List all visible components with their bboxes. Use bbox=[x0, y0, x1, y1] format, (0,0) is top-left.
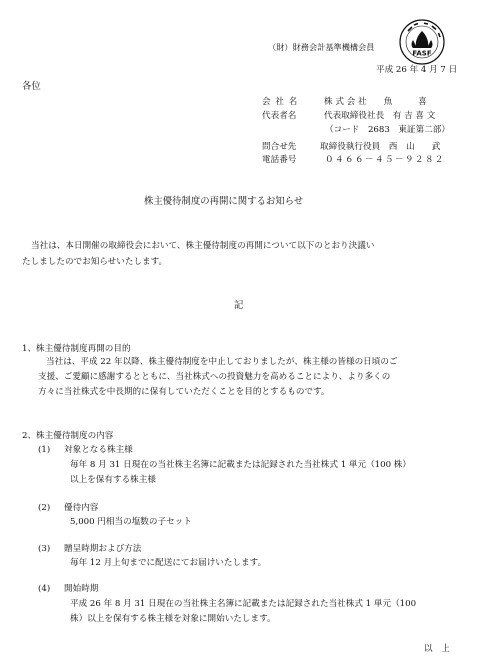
section1-line-2: 支援、ご愛顧に感謝するとともに、当社株式への投資魅力を高めることにより、より多くの bbox=[38, 372, 391, 382]
section1-heading: 1、株主優待制度再開の目的 bbox=[22, 344, 131, 354]
closing-mark: 以 上 bbox=[424, 644, 450, 654]
contact-value: 取締役執行役員 西 山 武 bbox=[320, 142, 441, 152]
item4-line-1: 平成 26 年 8 月 31 日現在の当社株主名簿に記載または記録された当社株式 1 単元（100 bbox=[70, 599, 417, 609]
company-name-value: 株 式 会 社 魚 喜 bbox=[324, 97, 427, 107]
document-title: 株主優待制度の再開に関するお知らせ bbox=[144, 196, 304, 207]
section2-heading: 2、株主優待制度の内容 bbox=[22, 431, 114, 441]
item3-label: 贈呈時期および方法 bbox=[64, 544, 142, 554]
item4-number: (4) bbox=[38, 584, 51, 594]
ki-marker: 記 bbox=[234, 300, 244, 311]
item2-number: (2) bbox=[38, 503, 51, 513]
representative-label: 代表者名 bbox=[262, 111, 297, 121]
item4-label: 開始時期 bbox=[64, 584, 99, 594]
section1-line-1: 当社は、平成 22 年以降、株主優待制度を中止しておりましたが、株主様の皆様の日頃のご bbox=[46, 357, 398, 367]
item1-line-2: 以上を保有する株主様 bbox=[70, 475, 156, 485]
item1-line-1: 毎年 8 月 31 日現在の当社株主名簿に記載または記録された当社株式 1 単元（100 株） bbox=[70, 460, 411, 470]
item3-line-1: 毎年 12 月上旬までに配送にてお届けいたします。 bbox=[70, 558, 267, 568]
fasf-logo-icon bbox=[398, 18, 446, 66]
intro-line-1: 当社は、本日開催の取締役会において、株主優待制度の再開について以下のとおり決議い bbox=[31, 241, 375, 251]
item4-line-2: 株）以上を保有する株主様を対象に開始いたします。 bbox=[70, 614, 276, 624]
org-membership: （財）財務会計基準機構会員 bbox=[268, 42, 375, 52]
recipient: 各位 bbox=[22, 81, 41, 92]
item1-number: (1) bbox=[38, 445, 51, 455]
contact-label: 問合せ先 bbox=[262, 142, 297, 152]
intro-line-2: たしましたのでお知らせいたします。 bbox=[22, 257, 168, 267]
item2-label: 優待内容 bbox=[64, 503, 99, 513]
item1-label: 対象となる株主様 bbox=[64, 445, 133, 455]
item3-number: (3) bbox=[38, 544, 51, 554]
representative-value: 代表取締役社長 有 吉 喜 文 bbox=[324, 111, 436, 121]
stock-code: （コード 2683 東証第二部） bbox=[325, 125, 450, 135]
item2-line-1: 5,000 円相当の塩数の子セット bbox=[70, 517, 192, 527]
section1-line-3: 方々に当社株式を中長期的に保有していただくことを目的とするものです。 bbox=[38, 387, 330, 397]
logo-text: FASF bbox=[412, 49, 432, 58]
phone-label: 電話番号 bbox=[262, 155, 297, 165]
company-name-label: 会 社 名 bbox=[262, 97, 299, 107]
phone-value: ０４６６－４５－９２８２ bbox=[325, 155, 445, 165]
document-date: 平成 26 年 4 月 7 日 bbox=[376, 65, 458, 75]
